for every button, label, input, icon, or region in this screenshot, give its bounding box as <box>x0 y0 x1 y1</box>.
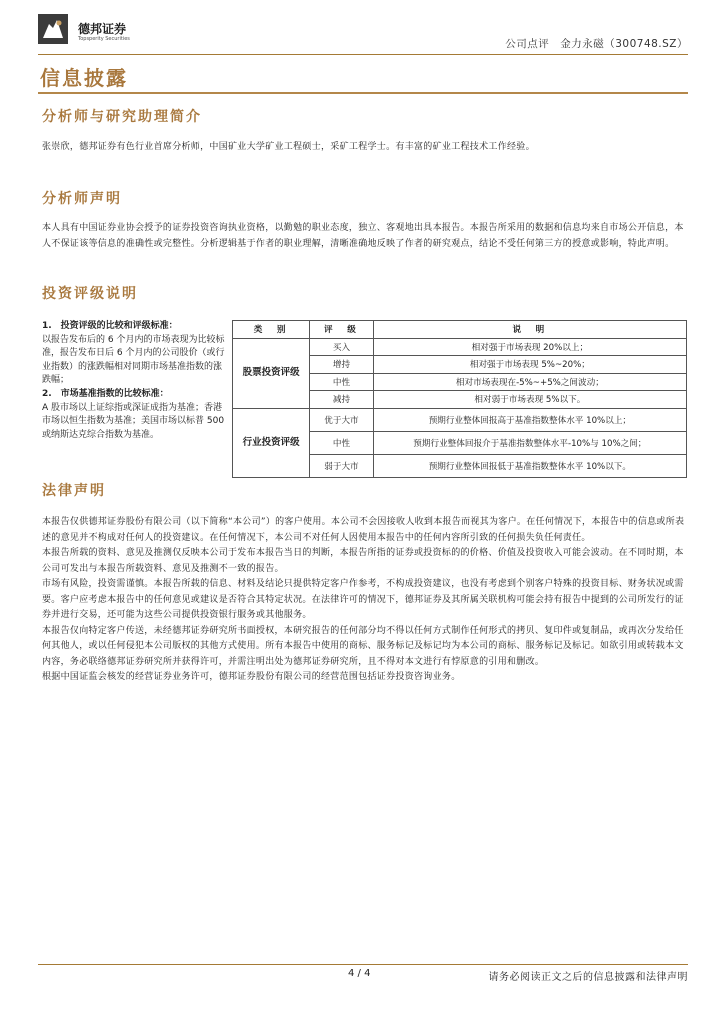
description-cell: 相对弱于市场表现 5%以下。 <box>373 391 686 409</box>
description-cell: 相对市场表现在-5%~+5%之间波动； <box>373 373 686 391</box>
legal-body <box>42 515 687 686</box>
legal-paragraph: 本报告仅向特定客户传送，未经德邦证券研究所书面授权，本研究报告的任何部分均不得以任何方式制作任何形式的拷贝、复印件或复制品，或再次分发给任何其他人，或以任何侵犯本公司版权的其他方式使用。所有本报告中使用的商标、服务标记及标记均为本公司的商标、服务标记及标记。如欲引用或转载本文内容，务必联络德邦证券研究所并获得许可，并需注明出处为德邦证券研究所，且不得对本文进行有悖原意的引用和删改。 <box>42 625 684 667</box>
rating-cell: 弱于大市 <box>310 454 374 477</box>
table-row <box>233 408 687 431</box>
rating-criteria <box>42 320 228 462</box>
description-cell: 预期行业整体回报低于基准指数整体水平 10%以下。 <box>373 454 686 477</box>
description-cell: 预期行业整体回报介于基准指数整体水平-10%与 10%之间； <box>373 431 686 454</box>
page-header <box>38 10 688 52</box>
report-identifier: 公司点评 金力永磁（300748.SZ） <box>505 38 688 50</box>
criteria-title-1: 1. 投资评级的比较和评级标准： <box>42 321 178 331</box>
table-header-row <box>233 321 687 339</box>
legal-paragraph: 根据中国证监会核发的经营证券业务许可，德邦证券股份有限公司的经营范围包括证券投资咨询业务。 <box>42 672 461 682</box>
description-cell: 相对强于市场表现 5%~20%； <box>373 356 686 374</box>
analyst-intro-heading: 分析师与研究助理简介 <box>42 109 202 125</box>
rating-cell: 增持 <box>310 356 374 374</box>
criteria-text-2: A 股市场以上证综指或深证成指为基准；香港市场以恒生指数为基准；美国市场以标普 500 或纳斯达克综合指数为基准。 <box>42 402 225 440</box>
header-rating: 评 级 <box>310 321 374 339</box>
legal-heading: 法律声明 <box>42 483 106 499</box>
rating-block <box>42 320 687 472</box>
criteria-title-2: 2. 市场基准指数的比较标准： <box>42 388 169 399</box>
legal-paragraph: 本报告仅供德邦证券股份有限公司（以下简称“本公司”）的客户使用。本公司不会因接收人收到本报告而视其为客户。在任何情况下，本报告中的信息或所表述的意见并不构成对任何人的投资建议。在任何情况下，本公司不对任何人因使用本报告中的任何内容所引致的任何损失负任何责任。 <box>42 517 685 543</box>
criteria-text-1: 以报告发布后的 6 个月内的市场表现为比较标准，报告发布日后 6 个月内的公司股价（或行业指数）的涨跌幅相对同期市场基准指数的涨跌幅； <box>42 334 225 386</box>
header-description: 说 明 <box>373 321 686 339</box>
company-logo <box>38 14 158 48</box>
description-cell: 相对强于市场表现 20%以上； <box>373 338 686 356</box>
rating-cell: 买入 <box>310 338 374 356</box>
legal-paragraph: 市场有风险，投资需谨慎。本报告所载的信息、材料及结论只提供特定客户作参考，不构成投资建议，也没有考虑到个别客户特殊的投资目标、财务状况或需要。客户应考虑本报告中的任何意见或建议是否符合其特定状况。在法律许可的情况下，德邦证券及其所属关联机构可能会持有报告中提到的公司所发行的证券并进行交易，还可能为这些公司提供投资银行服务或其他服务。 <box>42 579 684 620</box>
analyst-intro-text: 张崇欣，德邦证券有色行业首席分析师，中国矿业大学矿业工程硕士，采矿工程学士。有丰富的矿业工程技术工作经验。 <box>42 142 535 152</box>
title-divider <box>38 92 688 94</box>
rating-cell: 中性 <box>310 431 374 454</box>
analyst-statement-text: 本人具有中国证券业协会授予的证券投资咨询执业资格，以勤勉的职业态度，独立、客观地出具本报告。本报告所采用的数据和信息均来自市场公开信息，本人不保证该等信息的准确性或完整性。分析逻辑基于作者的职业理解，清晰准确地反映了作者的研究观点，结论不受任何第三方的授意或影响，特此声明。 <box>42 223 684 249</box>
rating-cell: 减持 <box>310 391 374 409</box>
page-title: 信息披露 <box>40 66 128 90</box>
page-number: 4 / 4 <box>348 968 371 979</box>
logo-icon <box>38 14 68 44</box>
rating-cell: 中性 <box>310 373 374 391</box>
description-cell: 预期行业整体回报高于基准指数整体水平 10%以上； <box>373 408 686 431</box>
logo-text-en: Topsperity Securities <box>78 36 130 42</box>
footer-note: 请务必阅读正文之后的信息披露和法律声明 <box>488 972 688 983</box>
header-category: 类 别 <box>233 321 310 339</box>
footer-divider <box>38 964 688 965</box>
analyst-statement-heading: 分析师声明 <box>42 191 122 207</box>
rating-table <box>232 320 687 478</box>
logo-text-cn: 德邦证券 <box>78 22 127 36</box>
legal-paragraph: 本报告所载的资料、意见及推测仅反映本公司于发布本报告当日的判断，本报告所指的证券或投资标的的价格、价值及投资收入可能会波动。在不同时期，本公司可发出与本报告所载资料、意见及推测不一致的报告。 <box>42 548 684 574</box>
rating-heading: 投资评级说明 <box>42 286 138 302</box>
rating-cell: 优于大市 <box>310 408 374 431</box>
stock-rating-category: 股票投资评级 <box>233 338 310 408</box>
table-row <box>233 338 687 356</box>
header-divider <box>38 54 688 55</box>
industry-rating-category: 行业投资评级 <box>233 408 310 477</box>
